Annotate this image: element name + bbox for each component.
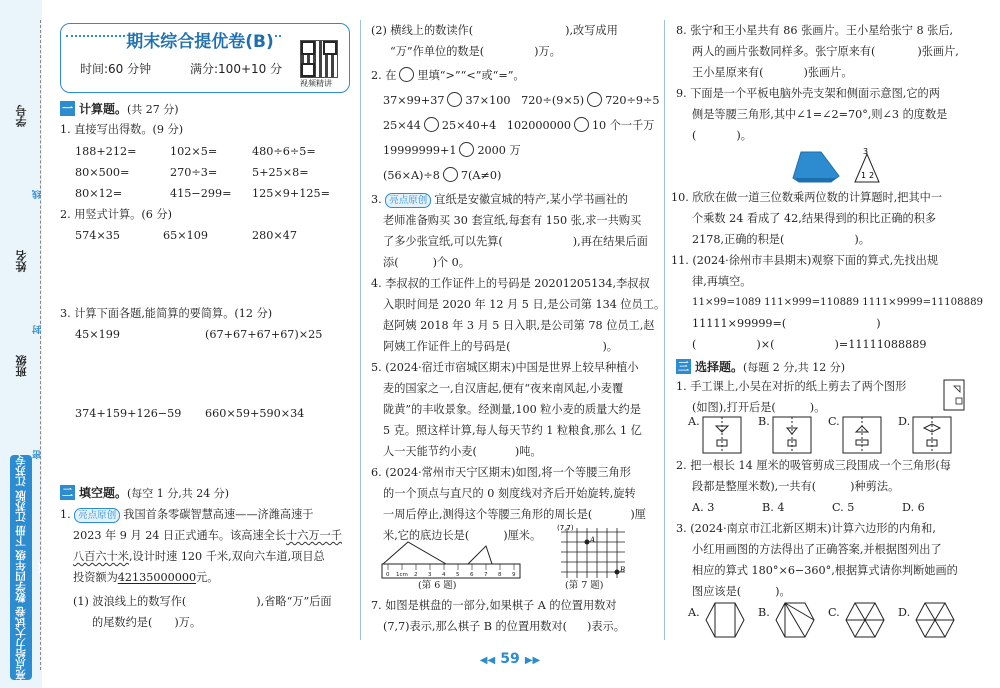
compare-row <box>383 117 654 134</box>
ruler-mark: 8 <box>498 572 502 578</box>
text-span: 里填“>”“<”或“=”。 <box>417 69 525 82</box>
field-name: 姓名 <box>15 250 28 272</box>
ruler-mark: 0 <box>386 572 390 578</box>
option-a-figure <box>702 416 742 454</box>
section-heading-fill <box>60 484 229 501</box>
text-span: 王小星原来有( <box>692 66 764 79</box>
text-span: ( <box>692 129 697 142</box>
text-span: (7,7)表示,那么棋子 B 的位置用数对( <box>383 620 568 633</box>
question-text: 陇黄”的丰收景象。经测量,100 粒小麦的质量大约是 <box>383 403 641 416</box>
text-span: 段都是整厘米数),一共有( <box>692 480 817 493</box>
score-label: 满分:100+10 分 <box>190 62 283 76</box>
question-text: 小红用画图的方法得出了正确答案,并根据图列出了 <box>692 543 942 556</box>
question-text: 1. 手工课上,小吴在对折的纸上剪去了两个图形 <box>676 380 907 393</box>
pattern-equations: 11×99=1089 111×999=110889 1111×9999=11108889 <box>692 297 984 308</box>
text-span: ( <box>692 338 697 351</box>
section-note: (每空 1 分,共 24 分) <box>127 486 230 500</box>
page-number-footer <box>470 648 550 667</box>
text-span: ) <box>876 317 881 330</box>
compare-circle[interactable] <box>574 117 589 132</box>
text-span: ),省略“万”后面 <box>256 595 332 608</box>
text-span: )吨。 <box>514 445 542 458</box>
hexagon-option-a <box>704 600 746 640</box>
section-title: 选择题。 <box>695 360 744 374</box>
time-label: 时间:60 分钟 <box>80 62 152 76</box>
figure-9-tablet-stand <box>785 148 895 188</box>
compare-right: 25×40+4 <box>441 119 497 132</box>
piece-a-label: A <box>590 536 596 544</box>
calc-item: 5+25×8= <box>252 166 309 179</box>
compare-left: 19999999+1 <box>383 144 457 157</box>
section-title: 计算题。 <box>79 102 128 116</box>
calc-item: 374+159+126−59 <box>75 407 182 420</box>
calc-item: 188+212= <box>75 145 137 158</box>
text-span: 我国首条零碳智慧高速——济潍高速于 <box>123 508 314 521</box>
question-text: 老师准备购买 30 套宣纸,每套有 150 张,求一共购买 <box>383 214 642 227</box>
question-text <box>92 615 201 631</box>
question-text <box>73 570 218 586</box>
text-span: )厘米。 <box>503 529 542 542</box>
question-text: 赵阿姨 2018 年 3 月 5 日入职,是公司第 78 位员工,赵 <box>383 319 655 332</box>
text-span: 的尾数约是( <box>92 616 153 629</box>
question-text: 5 克。照这样计算,每人每天节约 1 粒粮食,那么 1 亿 <box>383 424 642 437</box>
text-span: 图应该是( <box>692 585 742 598</box>
question-text <box>383 255 470 271</box>
wavy-number: 十六万一千 <box>286 529 342 542</box>
option-label[interactable]: D. 6 <box>902 501 925 514</box>
text-span: )。 <box>736 129 752 142</box>
question-text: 2. 用竖式计算。(6 分) <box>60 208 172 221</box>
question-text <box>390 44 561 60</box>
compare-row <box>383 142 521 159</box>
page-number: 59 <box>500 651 520 667</box>
column-divider <box>664 20 665 640</box>
question-text: 3. (2024·南京市江北新区期末)计算六边形的内角和, <box>676 522 936 535</box>
question-text: 4. 李叔叔的工作证件上的号码是 20201205134,李叔叔 <box>371 277 650 290</box>
text-span: 元。 <box>196 571 219 584</box>
book-title-band: 亮点给力大试卷 数学四年级 下册 江苏版 江苏专版 <box>10 455 32 680</box>
calc-item: 280×47 <box>252 229 297 242</box>
section-title: 填空题。 <box>79 486 128 500</box>
highlight-tag: 亮点原创 <box>385 193 431 208</box>
text-span: 2023 年 9 月 24 日正式通车。该高速全长 <box>73 529 287 542</box>
figure-7-grid <box>555 522 635 584</box>
section-number: 三 <box>678 360 689 373</box>
question-text: 8. 张宁和王小星共有 86 张画片。王小星给张宁 8 张后, <box>676 24 954 37</box>
calc-item: 45×199 <box>75 328 120 341</box>
compare-row <box>383 167 501 184</box>
question-text: 9. 下面是一个平板电脑外壳支架和侧面示意图,它的两 <box>676 87 940 100</box>
question-text: 的一个顶点与直尺的 0 刻度线对齐后开始旋转,旋转 <box>383 487 636 500</box>
calc-item: 480÷6÷5= <box>252 145 316 158</box>
option-label[interactable]: B. 4 <box>762 501 785 514</box>
compare-circle[interactable] <box>447 92 462 107</box>
question-text: 相应的算式 180°×6−360°,根据算式请你判断她画的 <box>692 564 958 577</box>
question-text <box>383 619 625 635</box>
question-text <box>692 337 927 353</box>
text-span: 宜纸是安徽宣城的特产,某小学书画社的 <box>434 193 628 206</box>
question-text <box>383 444 542 460</box>
compare-right: 720÷9÷5 <box>605 94 660 107</box>
text-span: 人一天能节约小麦( <box>383 445 477 458</box>
question-text <box>371 23 618 39</box>
compare-circle[interactable] <box>424 117 439 132</box>
text-span: 投资额为 <box>73 571 118 584</box>
text-span: 两人的画片张数同样多。张宁原来有( <box>692 45 876 58</box>
compare-right: 2000 万 <box>477 144 521 157</box>
question-text: 麦的国家之一,自汉唐起,便有“夜来南风起,小麦覆 <box>383 382 624 395</box>
question-text <box>692 128 752 144</box>
figure-caption: (第 7 题) <box>565 580 604 591</box>
option-label[interactable]: B. <box>758 415 770 428</box>
question-text: 10. 欣欣在做一道三位数乘两位数的计算题时,把其中一 <box>671 191 943 204</box>
section-heading-calc <box>60 100 179 117</box>
figure-caption: (第 6 题) <box>418 580 457 591</box>
text-span: )=11111088889 <box>834 338 927 351</box>
question-text: 入职时间是 2020 年 12 月 5 日,是公司第 134 位员工。 <box>383 298 666 311</box>
question-text: 个乘数 24 看成了 42,结果得到的积比正确的积多 <box>692 212 937 225</box>
text-span: )表示。 <box>587 620 625 633</box>
option-b-figure <box>772 416 812 454</box>
column-divider <box>360 20 361 640</box>
coord-label: (7,7) <box>557 524 574 532</box>
qr-caption: 视频精讲 <box>300 79 332 88</box>
prev-arrows-icon: ◀◀ <box>479 655 496 666</box>
ruler-mark: 9 <box>512 572 516 578</box>
option-label[interactable]: C. 5 <box>832 501 855 514</box>
question-text: 律,再填空。 <box>692 275 752 288</box>
text-span: ,设计时速 120 千米,双向六车道,项目总 <box>128 550 325 563</box>
text-span: )万。 <box>534 45 561 58</box>
hexagon-option-c <box>844 600 886 640</box>
text-span: 一周后停止,测得这个等腰三角形的周长是( <box>383 508 593 521</box>
question-text <box>692 232 870 248</box>
text-span: (1) 波浪线上的数写作( <box>73 595 187 608</box>
option-label[interactable]: B. <box>758 606 770 619</box>
page-title: 期末综合提优卷(B) <box>125 27 275 52</box>
question-text: 侧是等腰三角形,其中∠1=∠2=70°,则∠3 的度数是 <box>692 108 948 121</box>
text-span: 2178,正确的积是( <box>692 233 785 246</box>
section-note: (每题 2 分,共 12 分) <box>743 360 846 374</box>
compare-right: 37×100 <box>465 94 511 107</box>
question-text: 11. (2024·徐州市丰县期末)观察下面的算式,先找出规 <box>671 254 939 267</box>
text-span: 添( <box>383 256 399 269</box>
question-text: 7. 如图是棋盘的一部分,如果棋子 A 的位置用数对 <box>371 599 617 612</box>
text-span: )。 <box>809 401 826 414</box>
cut-mark-mi: 密 <box>33 450 43 459</box>
question-text <box>383 234 648 250</box>
piece-b-label: B <box>620 566 626 574</box>
compare-circle[interactable] <box>443 167 458 182</box>
calc-item: 270÷3= <box>170 166 218 179</box>
field-class: 班级 <box>15 355 28 377</box>
cut-mark-feng: 封 <box>33 325 43 334</box>
compare-row <box>383 92 660 109</box>
hexagon-option-b <box>774 600 816 640</box>
ruler-mark: 1cm <box>396 572 408 578</box>
option-label[interactable]: D. <box>898 415 911 428</box>
ruler-mark: 5 <box>456 572 460 578</box>
option-label[interactable]: D. <box>898 606 911 619</box>
question-text <box>692 479 899 495</box>
text-span: )张画片, <box>917 45 959 58</box>
question-text: 5. (2024·宿迁市宿城区期末)中国是世界上较早种植小 <box>371 361 639 374</box>
question-text <box>73 528 342 544</box>
underlined-number: 42135000000 <box>117 571 197 584</box>
calc-item: 660×59+590×34 <box>205 407 305 420</box>
text-span: )。 <box>775 585 791 598</box>
option-d-figure <box>912 416 952 454</box>
text-span: 2. 在 <box>371 69 397 82</box>
text-span: ),再在结果后面 <box>572 235 648 248</box>
circle-blank[interactable] <box>399 67 414 82</box>
text-span: “万”作单位的数是( <box>390 45 485 58</box>
option-label[interactable]: A. <box>688 606 700 619</box>
text-span: 阿姨工作证件上的号码是( <box>383 340 511 353</box>
option-label[interactable]: A. <box>688 415 700 428</box>
compare-left: 720÷(9×5) <box>521 94 585 107</box>
section-number: 二 <box>62 486 73 499</box>
next-arrows-icon: ▶▶ <box>524 655 541 666</box>
calc-item: (67+67+67+67)×25 <box>205 328 323 341</box>
field-student-id: 学号 <box>15 105 28 127</box>
angle-label-3: 3 <box>863 148 869 156</box>
angle-label-1: 1 <box>861 171 867 180</box>
compare-circle[interactable] <box>459 142 474 157</box>
text-span: (2) 横线上的数读作( <box>371 24 474 37</box>
section-note: (共 27 分) <box>127 102 179 116</box>
question-text: 2. 把一根长 14 厘米的吸管剪成三段围成一个三角形(每 <box>676 459 951 472</box>
question-text <box>692 44 959 60</box>
question-text: 1. 亮点原创 我国首条零碳智慧高速——济潍高速于 <box>60 508 314 521</box>
compare-right: 7(A≠0) <box>460 169 502 182</box>
text-span: )万。 <box>174 616 202 629</box>
text-span: )种剪法。 <box>850 480 900 493</box>
folded-paper-figure <box>942 378 968 412</box>
question-text <box>383 507 646 523</box>
calc-item: 65×109 <box>163 229 208 242</box>
qr-code[interactable] <box>300 40 338 78</box>
text-span: (如图),打开后是( <box>692 401 776 414</box>
text-span: )。 <box>602 340 618 353</box>
question-text <box>692 65 853 81</box>
compare-left: 102000000 <box>506 119 571 132</box>
question-text <box>692 316 881 332</box>
calc-item: 574×35 <box>75 229 120 242</box>
question-text <box>692 584 791 600</box>
compare-left: 25×44 <box>383 119 421 132</box>
text-span: )。 <box>854 233 870 246</box>
calc-item: 415−299= <box>170 187 232 200</box>
question-text: 3. 亮点原创 宜纸是安徽宣城的特产,某小学书画社的 <box>371 193 628 206</box>
wavy-number: 八百六十米 <box>73 550 129 563</box>
angle-label-2: 2 <box>869 171 875 180</box>
question-text <box>73 549 325 565</box>
text-span: 11111×99999=( <box>692 317 787 330</box>
text-span: )×( <box>756 338 775 351</box>
section-heading-choice <box>676 358 845 375</box>
option-label[interactable]: C. <box>828 606 840 619</box>
section-number: 一 <box>62 102 73 115</box>
hexagon-option-d <box>914 600 956 640</box>
compare-left: 37×99+37 <box>383 94 445 107</box>
option-c-figure <box>842 416 882 454</box>
question-text: 6. (2024·常州市天宁区期末)如图,将一个等腰三角形 <box>371 466 631 479</box>
question-text <box>383 339 618 355</box>
ruler-mark: 2 <box>414 572 418 578</box>
text-span: )厘 <box>630 508 646 521</box>
calc-item: 102×5= <box>170 145 218 158</box>
compare-left: (56×A)÷8 <box>383 169 440 182</box>
option-label[interactable]: A. 3 <box>692 501 715 514</box>
calc-item: 80×500= <box>75 166 130 179</box>
text-span: ),改写成用 <box>565 24 618 37</box>
ruler-mark: 3 <box>428 572 432 578</box>
question-text: 3. 计算下面各题,能简算的要简算。(12 分) <box>60 307 273 320</box>
text-span: )张画片。 <box>803 66 853 79</box>
question-text <box>73 594 332 610</box>
compare-right: 10 个一千万 <box>591 119 655 132</box>
highlight-tag: 亮点原创 <box>74 508 120 523</box>
question-text <box>371 67 525 84</box>
text-span: 米,它的底边长是( <box>383 529 470 542</box>
option-label[interactable]: C. <box>828 415 840 428</box>
cut-mark-xian: 线 <box>33 190 43 199</box>
ruler-mark: 6 <box>470 572 474 578</box>
question-text: 1. 直接写出得数。(9 分) <box>60 123 184 136</box>
ruler-mark: 7 <box>484 572 488 578</box>
calc-item: 125×9+125= <box>252 187 330 200</box>
calc-item: 80×12= <box>75 187 123 200</box>
text-span: )个 0。 <box>432 256 470 269</box>
ruler-mark: 4 <box>442 572 446 578</box>
text-span: 了多少张宣纸,可以先算( <box>383 235 503 248</box>
compare-circle[interactable] <box>587 92 602 107</box>
